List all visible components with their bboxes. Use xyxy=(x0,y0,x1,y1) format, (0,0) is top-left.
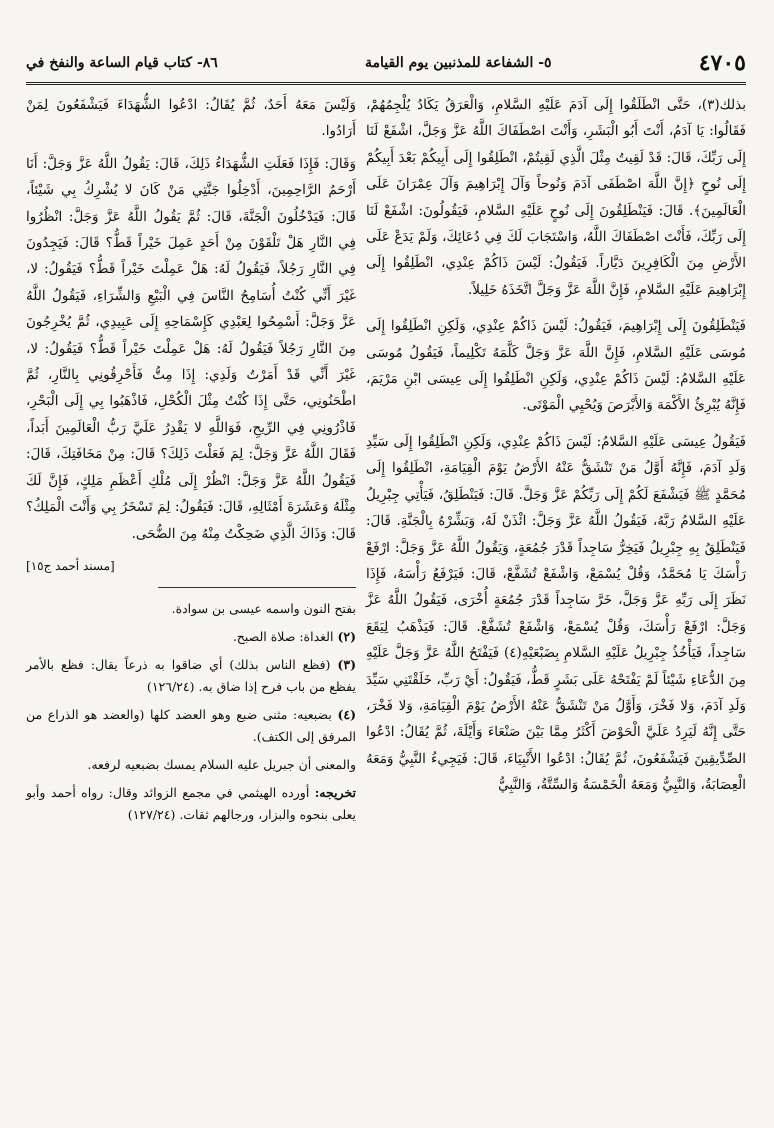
page-number: ٤٧٠٥ xyxy=(698,50,746,76)
footnote-text: بفتح النون واسمه عيسى بن سوادة. xyxy=(171,601,356,617)
page-header xyxy=(26,44,746,85)
footnote-text: أورده الهيثمي في مجمع الزوائد وقال: رواه أحمد وأبو يعلى بنحوه والبزار، ورجالهم ثقات. (١٢٧/٢٤) xyxy=(26,785,356,823)
section-title: ٥- الشفاعة للمذنبين يوم القيامة xyxy=(364,55,552,71)
footnote xyxy=(26,598,356,620)
footnote xyxy=(26,704,356,748)
paragraph: وَلَيْسَ مَعَهُ أَحَدٌ، ثُمَّ يُقَالُ: ادْعُوا الشُّهَدَاءَ فَيَشْفَعُونَ لِمَنْ أَرَادُوا. xyxy=(26,97,356,140)
footnote-mark: (٤) xyxy=(337,707,356,723)
paragraph: فَيَقُولُ عِيسَى عَلَيْهِ السَّلامُ: لَيْسَ ذَاكُمْ عِنْدِي، وَلَكِنِ انْطَلِقُوا إِلَى سَيِّدِ وَلَدِ آدَمَ، فَإِنَّهُ أَوَّلُ مَنْ تَنْشَقُّ عَنْهُ الأَرْضُ يَوْمَ الْقِيَامَةِ، انْطَلِقُوا إِلَى مُحَمَّدٍ ﷺ فَيَشْفَعَ لَكُمْ إِلَى رَبِّكُمْ عَزَّ وَجَلَّ. قَالَ: فَيَنْطَلِقُ، فَيَأْتِي جِبْرِيلُ عَلَيْهِ السَّلامُ رَبَّهُ، فَيَقُولُ اللَّهُ عَزَّ وَجَلَّ: ائْذَنْ لَهُ، وَبَشِّرْهُ بِالْجَنَّةِ. قَالَ: فَيَنْطَلِقُ بِهِ جِبْرِيلُ فَيَخِرُّ سَاجِداً قَدْرَ جُمُعَةٍ، وَيَقُولُ اللَّهُ عَزَّ وَجَلَّ: ارْفَعْ رَأْسَكَ يَا مُحَمَّدُ، وَقُلْ يُسْمَعْ، وَاشْفَعْ تُشَفَّعْ، قَالَ: فَيَرْفَعُ رَأْسَهُ، فَإِذَا نَظَرَ إِلَى رَبِّهِ عَزَّ وَجَلَّ، خَرَّ سَاجِداً قَدْرَ جُمُعَةٍ أُخْرَى، فَيَقُولُ اللَّهُ عَزَّ وَجَلَّ: ارْفَعْ رَأْسَكَ، وَقُلْ يُسْمَعْ، وَاشْفَعْ تُشَفَّعْ. قَالَ: فَيَذْهَبُ لِيَقَعَ سَاجِداً، فَيَأْخُذُ جِبْرِيلُ عَلَيْهِ السَّلامِ بِضَبْعَيْهِ(٤) فَيَفْتَحُ اللَّهُ عَزَّ وَجَلَّ عَلَيْهِ مِنَ الدُّعَاءِ شَيْئاً لَمْ يَفْتَحْهُ عَلَى بَشَرٍ قَطُّ، فَيَقُولُ: أَيْ رَبِّ، خَلَقْتَنِي سَيِّدَ وَلَدِ آدَمَ، وَلا فَخْرَ، وَأَوَّلُ مَنْ تَنْشَقُّ عَنْهُ الأَرْضُ يَوْمَ الْقِيَامَةِ، وَلا فَخْرَ، حَتَّى إِنَّهُ لَيَرِدُ عَلَيَّ الْحَوْضَ أَكْثَرُ مِمَّا بَيْنَ صَنْعَاءَ وَأَيْلَةَ، ثُمَّ يُقَالُ: ادْعُوا الصِّدِّيقِينَ فَيَشْفَعُونَ، ثُمَّ يُقَالُ: ادْعُوا الأَنْبِيَاءَ، قَالَ: فَيَجِيءُ النَّبِيُّ وَمَعَهُ الْعِصَابَةُ، وَالنَّبِيُّ وَمَعَهُ الْخَمْسَةُ وَالسِّتَّةُ، وَالنَّبِيُّ xyxy=(366,433,746,794)
footnote xyxy=(26,754,356,776)
footnote-rule xyxy=(158,587,356,588)
footnote xyxy=(26,654,356,698)
footnote xyxy=(26,782,356,826)
footnote-text: بضبعيه: مثنى ضبع وهو العضد كلها (والعضد هو الذراع من المرفق إلى الكتف). xyxy=(26,707,356,745)
paragraph: وَقَالَ: فَإِذَا فَعَلَتِ الشُّهَدَاءُ ذَلِكَ، قَالَ: يَقُولُ اللَّهُ عَزَّ وَجَلَّ: أَنَا أَرْحَمُ الرَّاحِمِينَ، أَدْخِلُوا جَنَّتِي مَنْ كَانَ لا يُشْرِكُ بِي شَيْئاً، قَالَ: فَيَدْخُلُونَ الْجَنَّةَ، قَالَ: ثُمَّ يَقُولُ اللَّهُ عَزَّ وَجَلَّ: انْظُرُوا فِي النَّارِ هَلْ تَلْقَوْنَ مِنْ أَحَدٍ عَمِلَ خَيْراً قَطُّ؟ قَالَ: فَيَجِدُونَ فِي النَّارِ رَجُلاً، فَيَقُولُ لَهُ: هَلْ عَمِلْتَ خَيْراً قَطُّ؟ فَيَقُولُ: لا، غَيْرَ أَنِّي كُنْتُ أُسَامِحُ النَّاسَ فِي الْبَيْعِ وَالشِّرَاءِ، فَيَقُولُ اللَّهُ عَزَّ وَجَلَّ: أَسْمِحُوا لِعَبْدِي كَإِسْمَاحِهِ إِلَى عَبِيدِي، ثُمَّ يُخْرِجُونَ مِنَ النَّارِ رَجُلاً فَيَقُولُ لَهُ: هَلْ عَمِلْتَ خَيْراً قَطُّ؟ فَيَقُولُ: لا، غَيْرَ أَنِّي قَدْ أَمَرْتُ وَلَدِي: إِذَا مِتُّ فَأَحْرِقُونِي بِالنَّارِ، ثُمَّ اطْحَنُونِي، حَتَّى إِذَا كُنْتُ مِثْلَ الْكُحْلِ، فَاذْهَبُوا بِي إِلَى الْبَحْرِ، فَاذْرُونِي فِي الرِّيحِ، فَوَاللَّهِ لا يَقْدِرُ عَلَيَّ رَبُّ الْعَالَمِينَ أَبَداً، فَقَالَ اللَّهُ عَزَّ وَجَلَّ: لِمَ فَعَلْتَ ذَلِكَ؟ قَالَ: مِنْ مَخَافَتِكَ، قَالَ: فَيَقُولُ اللَّهُ عَزَّ وَجَلَّ: انْظُرْ إِلَى مُلْكِ أَعْظَمِ مَلِكٍ، فَإِنَّ لَكَ مِثْلَهُ وَعَشَرَةَ أَمْثَالِهِ، قَالَ: فَيَقُولُ: لِمَ تَسْخَرُ بِي وَأَنْتَ الْمَلِكُ؟ قَالَ: وَذَاكَ الَّذِي ضَحِكْتُ مِنْهُ مِنَ الضُّحَى. xyxy=(26,155,356,542)
footnote-text: والمعنى أن جبريل عليه السلام يمسك بضبعيه لرفعه. xyxy=(87,757,356,773)
footnotes xyxy=(26,598,356,826)
column-divider xyxy=(372,92,373,1072)
footnote-text: الغداة: صلاة الصبح. xyxy=(232,629,334,645)
footnote-mark: (٢) xyxy=(337,629,356,645)
footnote-mark: تخريجه: xyxy=(314,785,356,801)
footnote xyxy=(26,626,356,648)
book-title: ٨٦- كتاب قيام الساعة والنفخ في xyxy=(26,55,218,71)
source-citation: [مسند أحمد ج١٥] xyxy=(26,558,115,573)
paragraph: بذلك(٣)، حَتَّى انْطَلَقُوا إِلَى آدَمَ عَلَيْهِ السَّلامِ، وَالْعَرَقُ يَكَادُ يُلْجِمُهُمْ، فَقَالُوا: يَا آدَمُ، أَنْتَ أَبُو الْبَشَرِ، وَأَنْتَ اصْطَفَاكَ اللَّهُ عَزَّ وَجَلَّ، اشْفَعْ لَنَا إِلَى رَبِّكَ، قَالَ: قَدْ لَقِيتُ مِثْلَ الَّذِي لَقِيتُمْ، انْطَلِقُوا إِلَى أَبِيكُمْ بَعْدَ أَبِيكُمْ إِلَى نُوحٍ ﴿إِنَّ اللَّهَ اصْطَفَى آدَمَ وَنُوحاً وَآلَ إِبْرَاهِيمَ وَآلَ عِمْرَانَ عَلَى الْعَالَمِينَ﴾. قَالَ: فَيَنْطَلِقُونَ إِلَى نُوحٍ عَلَيْهِ السَّلامِ، فَيَقُولُونَ: اشْفَعْ لَنَا إِلَى رَبِّكَ، فَأَنْتَ اصْطَفَاكَ اللَّهُ، وَاسْتَجَابَ لَكَ فِي دُعَائِكَ، وَلَمْ يَدَعْ عَلَى الأَرْضِ مِنَ الْكَافِرِينَ دَيَّاراً. فَيَقُولُ: لَيْسَ ذَاكُمْ عِنْدِي، انْطَلِقُوا إِلَى إِبْرَاهِيمَ عَلَيْهِ السَّلامِ، فَإِنَّ اللَّهَ عَزَّ وَجَلَّ اتَّخَذَهُ خَلِيلاً. xyxy=(366,97,746,298)
footnote-mark: (٣) xyxy=(337,657,356,673)
footnote-text: (فظع الناس بذلك) أي ضاقوا به ذرعاً يقال: فظع بالأمر يفظع من باب فرح إذا ضاق به. (١٢٦/٢٤) xyxy=(26,657,356,695)
paragraph: فَيَنْطَلِقُونَ إِلَى إِبْرَاهِيمَ، فَيَقُولُ: لَيْسَ ذَاكُمْ عِنْدِي، وَلَكِنِ انْطَلِقُوا إِلَى مُوسَى عَلَيْهِ السَّلامِ، فَإِنَّ اللَّهَ عَزَّ وَجَلَّ كَلَّمَهُ تَكْلِيماً، فَيَقُولُ مُوسَى عَلَيْهِ السَّلامُ: لَيْسَ ذَاكُمْ عِنْدِي، وَلَكِنِ انْطَلِقُوا إِلَى عِيسَى ابْنِ مَرْيَمَ، فَإِنَّهُ يُبْرِئُ الأَكْمَهَ وَالأَبْرَصَ وَيُحْيِي الْمَوْتَى. xyxy=(366,318,746,414)
left-column xyxy=(26,92,356,832)
right-column xyxy=(366,92,746,809)
